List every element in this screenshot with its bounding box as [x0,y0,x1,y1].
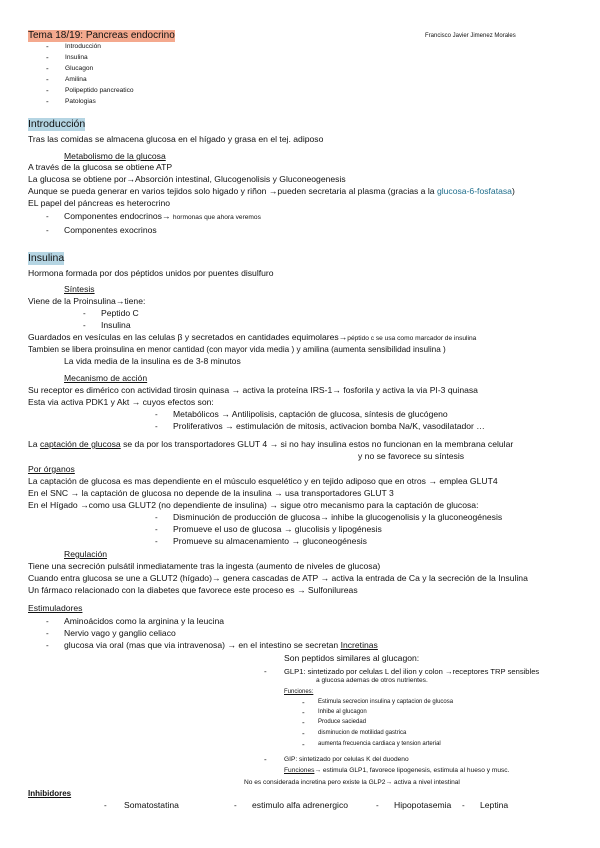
regulacion-line-2: Cuando entra glucosa se une a GLUT2 (hígado)→ genera cascadas de ATP → activa la entrada de Ca y la secreción de la Insulina [28,573,528,583]
bullet: - [46,42,49,51]
insulina-insulina: Insulina [101,320,131,330]
intro-line-1: Tras las comidas se almacena glucosa en el hígado y grasa en el tej. adiposo [28,134,324,144]
higado-efecto-1: Disminución de producción de glucosa→ inhibe la glucogenolisis y la gluconeogénesis [173,512,503,522]
intro-line-3: La glucosa se obtiene por→Absorción intestinal, Glucogenolisis y Gluconeogenesis [28,174,346,184]
bullet: - [462,801,465,810]
bullet: - [302,708,305,717]
subheading-mecanismo: Mecanismo de acción [64,373,148,383]
subheading-estimuladores: Estimuladores [28,603,83,613]
bullet: - [376,801,379,810]
efecto-proliferativos: Proliferativos → estimulación de mitosis, activacion bomba Na/K, vasodilatador … [173,421,485,431]
higado-efecto-2: Promueve el uso de glucosa → glucolisis y lipogénesis [173,524,382,534]
intro-line-4 [28,186,515,197]
insulina-line-6: Su receptor es dimérico con actividad tirosin quinasa → activa la proteína IRS-1→ fosforila y activa la via PI-3 quinasa [28,385,478,395]
glp1-funcion-1: Estimula secrecion insulina y captacion de glucosa [318,699,454,705]
subheading-sintesis: Síntesis [64,284,95,294]
organos-line-3: En el Hígado →como usa GLUT2 (no dependiente de insulina) → sigue otro mecanismo para la captación de glucosa: [28,500,479,510]
bullet: - [234,801,237,810]
incretinas-intro: Son peptidos similares al glucagon: [284,653,420,663]
inhibidor-somatostatina: Somatostatina [124,800,179,810]
bullet: - [46,75,49,84]
bullet: - [264,667,267,676]
bullet: - [155,513,158,522]
gip-line-1: GIP: sintetizado por celulas K del duodeno [284,756,409,763]
page-title: Tema 18/19: Pancreas endocrino [28,30,175,41]
bullet: - [302,698,305,707]
section-heading-insulina: Insulina [28,252,65,264]
subheading-regulacion: Regulación [64,549,107,559]
intro-line-4-end: ) [511,186,515,196]
toc-item-insulina: Insulina [65,54,88,61]
bullet: - [46,641,49,650]
estimulador-glucosa-oral [64,640,378,651]
insulina-line-7: Esta via activa PDK1 y Akt → cuyos efectos son: [28,397,214,407]
bullet: - [155,422,158,431]
insulina-line-3 [28,332,476,344]
bullet: - [155,525,158,534]
insulina-peptido-c: Peptido C [101,308,139,318]
organos-line-2: En el SNC → la captación de glucosa no depende de la insulina → usa transportadores GLUT 3 [28,488,394,498]
bullet: - [104,801,107,810]
insulina-line-5: La vida media de la insulina es de 3-8 minutos [64,356,241,366]
estimulador-aminoacidos: Aminoácidos como la arginina y la leucina [64,616,225,626]
bullet: - [46,629,49,638]
bullet: - [83,309,86,318]
efecto-metabolicos: Metabólicos → Antilipolisis, captación de glucosa, síntesis de glucógeno [173,409,448,419]
intro-line-2: A través de la glucosa se obtiene ATP [28,162,173,172]
author-name: Francisco Javier Jimenez Morales [425,33,516,39]
intro-line-5: EL papel del páncreas es heterocrino [28,198,171,208]
inhibidor-hipopotasemia: Hipopotasemia [394,800,452,810]
section-heading-introduccion: Introducción [28,118,86,130]
toc-item-glucagon: Glucagon [65,65,94,72]
insulina-line-8-d: y no se favorece su síntesis [358,451,465,461]
estimulador-glucosa-oral-text: glucosa via oral (mas que via intravenosa) → en el intestino se secretan [64,640,341,650]
inhibidor-alfa-adrenergico: estimulo alfa adrenergico [252,800,349,810]
glp1-line-1: GLP1: sintetizado por celulas L del ilion y colon →receptores TRP sensibles [284,667,540,676]
bullet: - [155,537,158,546]
intro-line-4-text: Aunque se pueda generar en varios tejidos solo higado y riñon →pueden secretaria al plasma (gracias a la [28,186,437,196]
regulacion-line-3: Un fármaco relacionado con la diabetes que favorece este proceso es → Sulfonilureas [28,585,358,595]
glp1-funcion-5: aumenta frecuencia cardiaca y tension arterial [318,741,441,747]
bullet: - [302,729,305,738]
intro-bullet-endocrinos [64,211,261,223]
inhibidor-leptina: Leptina [480,800,509,810]
bullet: - [83,321,86,330]
glp1-line-2: a glucosa ademas de otros nutrientes. [316,677,428,684]
glp1-funcion-2: Inhibe al glucagon [318,709,367,715]
bullet: - [46,53,49,62]
toc-item-patologias: Patologias [65,98,96,105]
higado-efecto-3: Promueve su almacenamiento → gluconeogénesis [173,536,367,546]
toc-item-polipeptido: Polipeptido pancreatico [65,87,134,94]
glp1-funcion-4: disminucion de motilidad gastrica [318,730,407,736]
gip-funciones-text: → estimula GLP1, favorece lipogenesis, estimula al hueso y musc. [314,767,510,774]
bullet: - [302,740,305,749]
bullet: - [46,617,49,626]
insulina-line-3-text: Guardados en vesículas en las celulas β y secretados en cantidades equimolares→ [28,332,348,342]
gip-line-2 [284,766,509,776]
estimulador-nervio-vago: Nervio vago y ganglio celiaco [64,628,176,638]
insulina-line-8-a: La [28,439,40,449]
organos-line-1: La captación de glucosa es mas dependiente en el músculo esquelético y en tejido adiposo que en otros → emplea GLUT4 [28,476,498,486]
toc-item-amilina: Amilina [65,76,87,83]
insulina-line-8 [28,439,513,450]
enzyme-name: glucosa-6-fosfatasa [436,186,512,196]
bullet: - [46,226,49,235]
bullet: - [46,64,49,73]
incretinas-term: Incretinas [340,640,378,650]
bullet: - [46,86,49,95]
insulina-line-2: Viene de la Proinsulina→tiene: [28,296,146,306]
captacion-glucosa-term: captación de glucosa [39,439,121,449]
bullet: - [302,718,305,727]
gip-funciones-label: Funciones [284,767,315,774]
glp1-funciones-label: Funciones: [284,689,314,695]
intro-bullet-exocrinos: Componentes exocrinos [64,225,157,235]
bullet: - [264,755,267,764]
glp1-funcion-3: Produce saciedad [318,719,367,725]
toc-item-introduccion: Introducción [65,43,101,50]
intro-bullet-endocrinos-text: Componentes endocrinos→ [64,211,173,221]
bullet: - [46,97,49,106]
regulacion-line-1: Tiene una secreción pulsátil inmediatamente tras la ingesta (aumento de niveles de glucosa) [28,561,381,571]
subheading-metabolismo: Metabolismo de la glucosa [64,151,166,161]
insulina-line-3-note: péptido c se usa como marcador de insulina [347,335,477,342]
subheading-inhibidores: Inhibidores [28,789,72,798]
subheading-por-organos: Por órganos [28,464,75,474]
glp2-note: No es considerada incretina pero existe la GLP2→ activa a nivel intestinal [244,779,460,786]
bullet: - [46,212,49,221]
insulina-line-1: Hormona formada por dos péptidos unidos por puentes disulfuro [28,268,274,278]
intro-bullet-endocrinos-note: hormonas que ahora veremos [172,214,261,221]
bullet: - [155,410,158,419]
insulina-line-8-c: se da por los transportadores GLUT 4 → si no hay insulina estos no funcionan en la membrana celular [120,439,514,449]
insulina-line-4: Tambien se libera proinsulina en menor cantidad (con mayor vida media ) y amilina (aumenta sensibilidad insulina ) [28,345,446,354]
